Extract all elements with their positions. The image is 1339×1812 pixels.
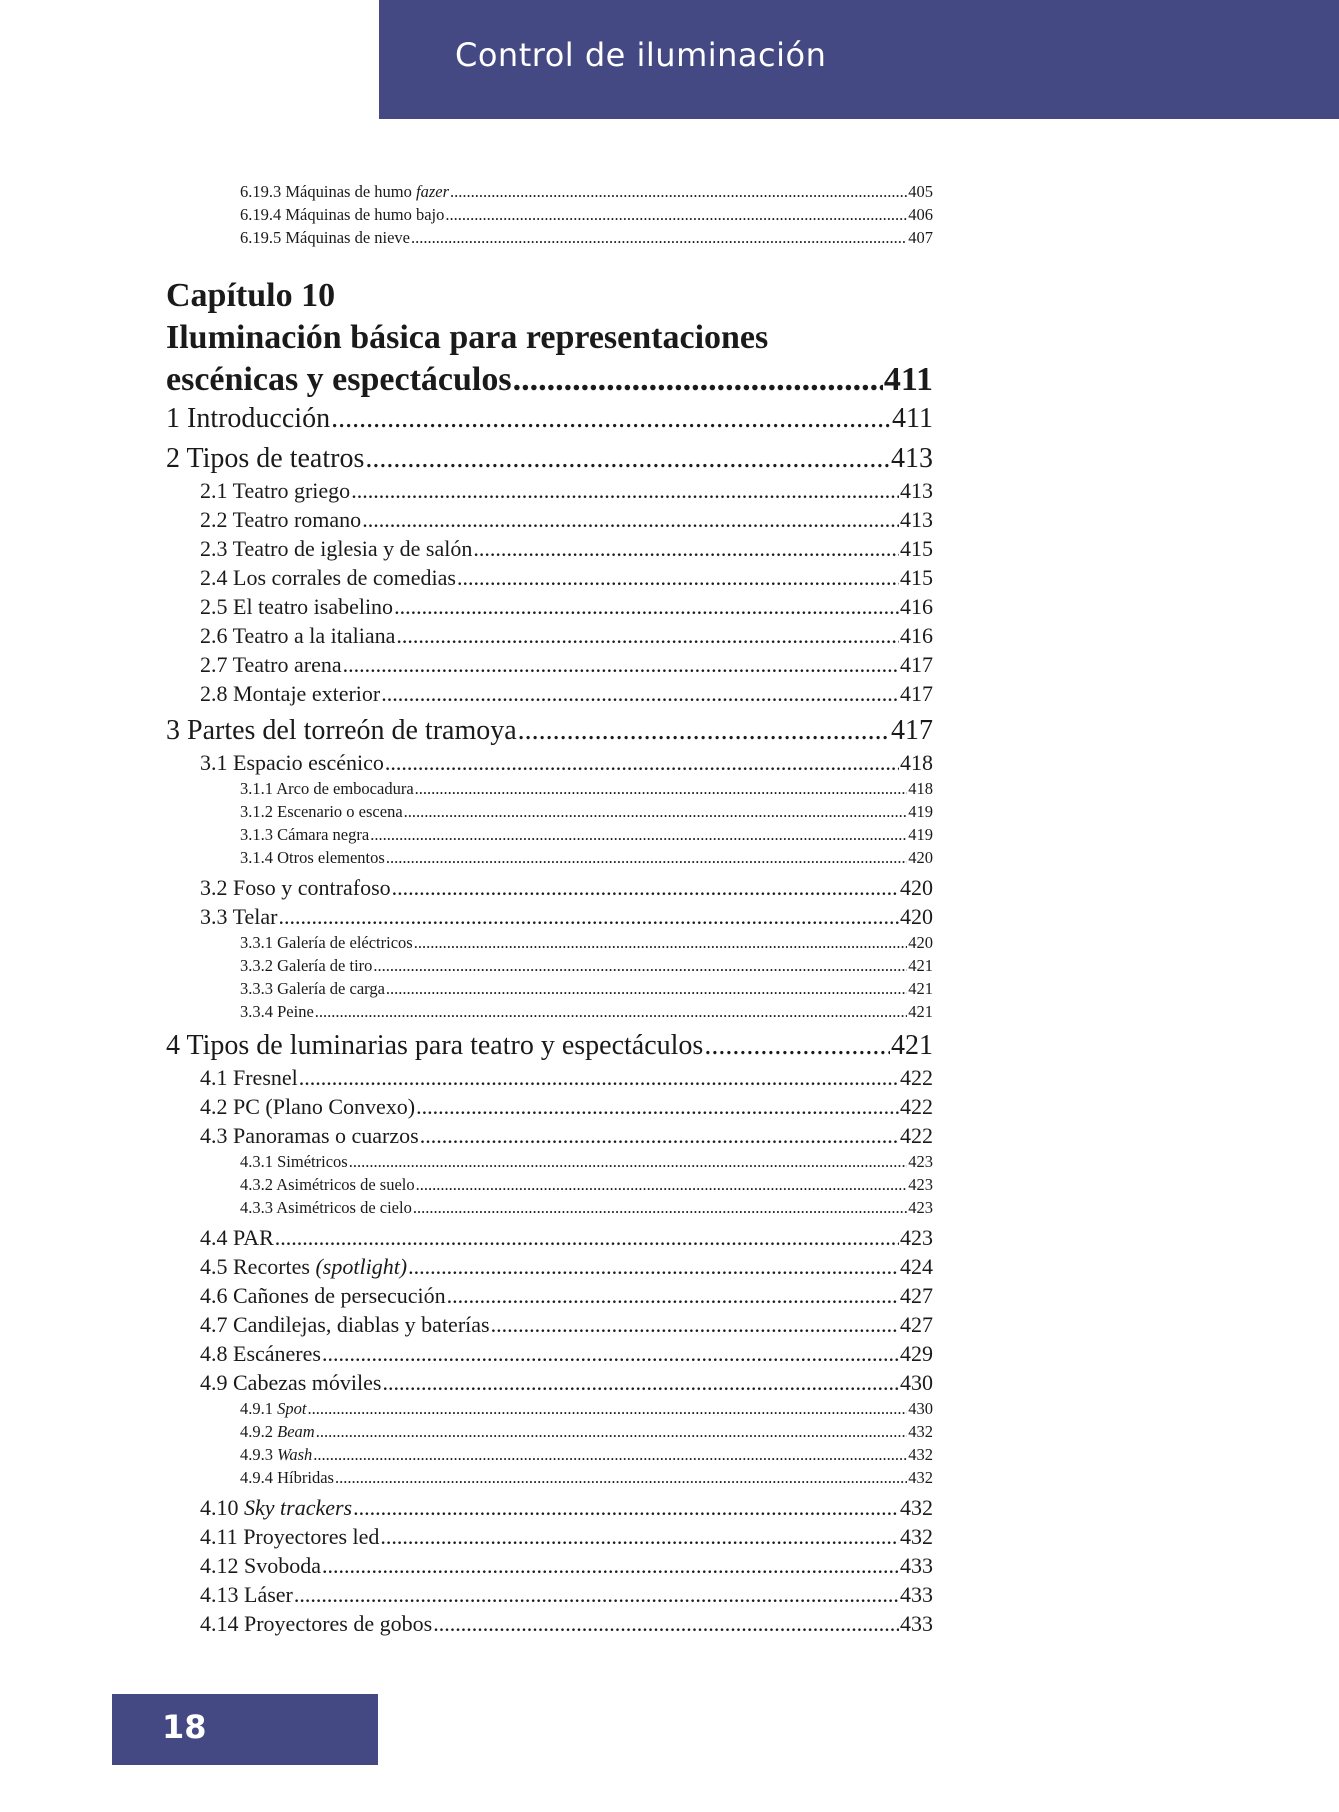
chapter-label: Capítulo 10 — [166, 277, 336, 314]
toc-entry[interactable] — [166, 1173, 933, 1196]
toc-entry-text: Introducción — [187, 403, 331, 434]
toc-entry-page: 413 — [900, 478, 933, 503]
toc-entry-title — [200, 748, 384, 777]
toc-entry-number: 3.1.3 — [240, 825, 273, 844]
toc-entry-text: Máquinas de humo bajo — [285, 205, 445, 224]
toc-entry-page: 421 — [908, 1002, 933, 1021]
toc-entry-number: 4.9.4 — [240, 1468, 273, 1487]
toc-entry-number: 2.5 — [200, 594, 228, 619]
toc-entry[interactable] — [166, 563, 933, 592]
toc-entry[interactable] — [166, 1310, 933, 1339]
toc-entry-number: 3 — [166, 715, 180, 746]
page-number-band — [112, 1694, 378, 1765]
toc-entry[interactable] — [166, 954, 933, 977]
toc-entry[interactable] — [166, 1000, 933, 1023]
toc-entry-title — [200, 1339, 321, 1368]
toc-entry-text: Teatro arena — [232, 652, 342, 677]
toc-top-block — [166, 180, 933, 249]
dot-leader — [381, 679, 899, 708]
toc-entry-number: 4.9 — [200, 1370, 228, 1395]
toc-entry-title — [200, 650, 342, 679]
toc-entry-number: 4.3.1 — [240, 1152, 273, 1171]
toc-entry-page: 417 — [900, 681, 933, 706]
dot-leader — [704, 1028, 890, 1063]
toc-entry[interactable] — [166, 1223, 933, 1252]
toc-entry-number: 4.3.3 — [240, 1198, 273, 1217]
toc-entry-text: Galería de eléctricos — [277, 933, 413, 952]
toc-entry-page: 422 — [900, 1094, 933, 1119]
toc-entry-text: PAR — [233, 1225, 274, 1250]
dot-leader — [513, 359, 883, 401]
toc-entry-number: 2.6 — [200, 623, 228, 648]
toc-entry[interactable] — [166, 777, 933, 800]
toc-entry-number: 2.2 — [200, 507, 228, 532]
toc-entry-number: 3.3.4 — [240, 1002, 273, 1021]
chapter-heading — [166, 275, 933, 401]
toc-entry-page: 407 — [908, 228, 933, 247]
toc-entry-page: 405 — [908, 182, 933, 201]
toc-entry-text: Asimétricos de suelo — [276, 1175, 415, 1194]
toc-entry-title — [200, 1063, 298, 1092]
toc-entry-title — [200, 1310, 490, 1339]
toc-entry-number: 4.12 — [200, 1553, 239, 1578]
toc-entry-text: PC (Plano Convexo) — [233, 1094, 416, 1119]
toc-entry-text-italic: (spotlight) — [315, 1254, 408, 1279]
toc-entry-number: 4.7 — [200, 1312, 228, 1337]
dot-leader — [315, 1000, 907, 1023]
toc-entry[interactable] — [166, 1368, 933, 1397]
toc-entry-text: Galería de tiro — [277, 956, 373, 975]
toc-entry-text: Espacio escénico — [233, 750, 384, 775]
dot-leader — [335, 1466, 907, 1489]
dot-leader — [382, 1368, 899, 1397]
toc-entry-page: 432 — [900, 1495, 933, 1520]
toc-entry-title — [166, 713, 517, 748]
toc-entry-page: 415 — [900, 536, 933, 561]
toc-entry[interactable] — [166, 1028, 933, 1063]
toc-entry-title — [200, 1223, 274, 1252]
toc-entry-title — [200, 1368, 381, 1397]
toc-entry-title — [200, 563, 456, 592]
toc-entry-title — [240, 954, 372, 977]
toc-entry[interactable] — [166, 800, 933, 823]
toc-entry-number: 4.9.2 — [240, 1422, 273, 1441]
dot-leader — [414, 931, 908, 954]
toc-entry-number: 4.6 — [200, 1283, 228, 1308]
toc-entry-page: 433 — [900, 1611, 933, 1636]
toc-entry-number: 4.9.1 — [240, 1399, 273, 1418]
toc-entry-page: 432 — [908, 1445, 933, 1464]
toc-entry-title — [200, 873, 391, 902]
dot-leader — [445, 203, 907, 226]
toc-entry-title — [200, 1609, 432, 1638]
toc-entry-page: 423 — [908, 1198, 933, 1217]
toc-entry-page: 418 — [900, 750, 933, 775]
dot-leader — [416, 1092, 899, 1121]
toc-entry-number: 4.3 — [200, 1123, 228, 1148]
toc-entry-text: Arco de embocadura — [276, 779, 414, 798]
toc-entry-page: 432 — [908, 1422, 933, 1441]
toc-entry-page: 429 — [900, 1341, 933, 1366]
toc-entry-number: 4.10 — [200, 1495, 239, 1520]
toc-entry-number: 2.4 — [200, 565, 228, 590]
toc-entry-title — [240, 1466, 334, 1489]
toc-entry[interactable] — [166, 505, 933, 534]
dot-leader — [278, 902, 899, 931]
toc-entry-text: Escenario o escena — [277, 802, 403, 821]
toc-entry[interactable] — [166, 476, 933, 505]
header-band — [379, 0, 1339, 119]
toc-entry[interactable] — [166, 1522, 933, 1551]
toc-entry-text: Montaje exterior — [233, 681, 381, 706]
toc-entry-number: 4.13 — [200, 1582, 239, 1607]
toc-entry-number: 3.1.2 — [240, 802, 273, 821]
toc-entry-title — [200, 1551, 321, 1580]
toc-entry-number: 6.19.3 — [240, 182, 282, 201]
dot-leader — [362, 505, 899, 534]
toc-entry-title — [240, 977, 385, 1000]
toc-entry-text: Proyectores de gobos — [244, 1611, 433, 1636]
dot-leader — [343, 650, 899, 679]
toc-entry-number: 3.3.2 — [240, 956, 273, 975]
toc-entry-page: 423 — [908, 1152, 933, 1171]
dot-leader — [447, 1281, 899, 1310]
toc-entry-text: Cabezas móviles — [233, 1370, 382, 1395]
toc-entry-text: Candilejas, diablas y baterías — [233, 1312, 490, 1337]
dot-leader — [370, 823, 907, 846]
toc-entry[interactable] — [166, 1339, 933, 1368]
toc-entry[interactable] — [166, 592, 933, 621]
toc-entry[interactable] — [166, 823, 933, 846]
toc-entry-text: Recortes — [233, 1254, 310, 1279]
toc-entry-title — [240, 180, 449, 203]
toc-entry-title — [240, 203, 444, 226]
toc-entry-text: Teatro griego — [232, 478, 351, 503]
page-number: 18 — [162, 1708, 207, 1746]
dot-leader — [353, 1493, 899, 1522]
toc-entry-text: Asimétricos de cielo — [276, 1198, 412, 1217]
toc-entry-text-italic: Wash — [277, 1445, 313, 1464]
toc-entry-number: 6.19.5 — [240, 228, 282, 247]
toc-entry-number: 2.7 — [200, 652, 228, 677]
toc-entry-title — [200, 902, 277, 931]
toc-entry[interactable] — [166, 534, 933, 563]
toc-entry[interactable] — [166, 1397, 933, 1420]
toc-entry-text: Otros elementos — [277, 848, 385, 867]
toc-entry-text: Teatro de iglesia y de salón — [232, 536, 473, 561]
dot-leader — [331, 401, 891, 436]
dot-leader — [450, 180, 907, 203]
toc-entry-number: 2.8 — [200, 681, 228, 706]
toc-entry-page: 433 — [900, 1553, 933, 1578]
dot-leader — [386, 846, 907, 869]
toc-entry-page: 417 — [900, 652, 933, 677]
toc-entry[interactable] — [166, 873, 933, 902]
toc-entry-title — [240, 1173, 415, 1196]
toc-entry-number: 4.4 — [200, 1225, 228, 1250]
toc-entry[interactable] — [166, 1092, 933, 1121]
toc-entry-page: 430 — [908, 1399, 933, 1418]
toc-entry-number: 2.1 — [200, 478, 228, 503]
toc-entry-page: 418 — [908, 779, 933, 798]
toc-entry-number: 3.3.3 — [240, 979, 273, 998]
toc-entry-number: 2 — [166, 443, 180, 474]
toc-sections — [166, 401, 933, 1638]
toc-entry-page: 413 — [900, 507, 933, 532]
dot-leader — [322, 1339, 899, 1368]
toc-entry-page: 420 — [908, 848, 933, 867]
toc-entry-page: 423 — [900, 1225, 933, 1250]
dot-leader — [457, 563, 899, 592]
dot-leader — [316, 1420, 908, 1443]
chapter-title-entry[interactable] — [166, 359, 933, 401]
toc-entry-number: 4.11 — [200, 1524, 238, 1549]
toc-entry-title — [200, 1281, 446, 1310]
toc-entry-title — [166, 1028, 703, 1063]
toc-entry-title — [200, 679, 380, 708]
toc-entry-page: 421 — [908, 956, 933, 975]
toc-entry-page: 406 — [908, 205, 933, 224]
toc-entry[interactable] — [166, 1063, 933, 1092]
toc-entry-text: Tipos de luminarias para teatro y espectáculos — [186, 1030, 704, 1061]
toc-entry-page: 432 — [900, 1524, 933, 1549]
toc-entry-text: Cañones de persecución — [233, 1283, 446, 1308]
dot-leader — [433, 1609, 899, 1638]
toc-entry-text: Peine — [277, 1002, 314, 1021]
dot-leader — [473, 534, 899, 563]
toc-entry-text: Telar — [232, 904, 278, 929]
toc-entry-number: 3.1.4 — [240, 848, 273, 867]
toc-entry-title — [166, 441, 364, 476]
toc-entry-number: 2.3 — [200, 536, 228, 561]
toc-entry-page: 420 — [908, 933, 933, 952]
toc-entry-number: 4.5 — [200, 1254, 228, 1279]
toc-entry[interactable] — [166, 1466, 933, 1489]
toc-entry-title — [200, 1493, 352, 1522]
toc-entry-page: 423 — [908, 1175, 933, 1194]
toc-entry-title — [240, 226, 410, 249]
toc-entry[interactable] — [166, 748, 933, 777]
toc-entry[interactable] — [166, 1443, 933, 1466]
toc-entry[interactable] — [166, 1121, 933, 1150]
dot-leader — [413, 1196, 907, 1219]
toc-entry-title — [240, 1150, 348, 1173]
toc-entry-page: 422 — [900, 1123, 933, 1148]
toc-entry[interactable] — [166, 1493, 933, 1522]
toc-entry[interactable] — [166, 1551, 933, 1580]
toc-entry-page: 427 — [900, 1312, 933, 1337]
toc-entry-page: 424 — [900, 1254, 933, 1279]
dot-leader — [396, 621, 899, 650]
dot-leader — [386, 977, 907, 1000]
toc-entry[interactable] — [166, 1252, 933, 1281]
toc-entry-text-italic: Spot — [277, 1399, 307, 1418]
toc-entry-page: 416 — [900, 623, 933, 648]
toc-entry-page: 420 — [900, 875, 933, 900]
toc-entry-title — [200, 476, 350, 505]
toc-entry-page: 433 — [900, 1582, 933, 1607]
chapter-title-line1: Iluminación básica para representaciones — [166, 319, 769, 356]
toc-entry-title — [200, 1121, 419, 1150]
dot-leader — [307, 1397, 907, 1420]
toc-entry-text: Escáneres — [233, 1341, 321, 1366]
toc-entry[interactable] — [166, 902, 933, 931]
toc-entry-text: Cámara negra — [277, 825, 370, 844]
toc-entry-text: Foso y contrafoso — [233, 875, 391, 900]
toc-entry-page: 421 — [908, 979, 933, 998]
toc-entry-title — [240, 1196, 412, 1219]
toc-entry[interactable] — [166, 203, 933, 226]
toc-entry-text: Tipos de teatros — [186, 443, 365, 474]
toc-entry[interactable] — [166, 441, 933, 476]
toc-entry-text: Teatro a la italiana — [232, 623, 396, 648]
toc-entry-number: 4.14 — [200, 1611, 239, 1636]
dot-leader — [322, 1551, 899, 1580]
chapter-page-number: 411 — [883, 361, 933, 398]
toc-entry-text: Galería de carga — [277, 979, 385, 998]
running-header-title: Control de iluminación — [455, 36, 827, 74]
dot-leader — [404, 800, 908, 823]
toc-entry[interactable] — [166, 1609, 933, 1638]
dot-leader — [415, 777, 908, 800]
dot-leader — [491, 1310, 899, 1339]
toc-entry[interactable] — [166, 713, 933, 748]
toc-entry-text: El teatro isabelino — [233, 594, 394, 619]
toc-entry-number: 3.3 — [200, 904, 228, 929]
toc-entry-page: 419 — [908, 825, 933, 844]
toc-entry[interactable] — [166, 401, 933, 436]
toc-entry-page: 430 — [900, 1370, 933, 1395]
dot-leader — [420, 1121, 899, 1150]
toc-entry-title — [240, 1443, 312, 1466]
toc-entry-text: Proyectores led — [243, 1524, 380, 1549]
dot-leader — [351, 476, 899, 505]
toc-entry-text: Máquinas de humo — [285, 182, 412, 201]
toc-entry-page: 420 — [900, 904, 933, 929]
dot-leader — [299, 1063, 899, 1092]
toc-entry-number: 4.1 — [200, 1065, 228, 1090]
toc-entry[interactable] — [166, 650, 933, 679]
toc-entry-page: 427 — [900, 1283, 933, 1308]
toc-entry[interactable] — [166, 679, 933, 708]
toc-entry-page: 419 — [908, 802, 933, 821]
toc-entry-title — [240, 1000, 314, 1023]
toc-entry-title — [200, 1252, 407, 1281]
dot-leader — [380, 1522, 899, 1551]
toc-entry[interactable] — [166, 180, 933, 203]
toc-entry-number: 4.3.2 — [240, 1175, 273, 1194]
toc-entry-text: Simétricos — [277, 1152, 348, 1171]
toc-entry[interactable] — [166, 1196, 933, 1219]
toc-entry-title — [200, 592, 393, 621]
dot-leader — [385, 748, 899, 777]
toc-entry-text: Los corrales de comedias — [233, 565, 456, 590]
toc-entry[interactable] — [166, 977, 933, 1000]
toc-entry-title — [200, 534, 472, 563]
toc-entry-number: 6.19.4 — [240, 205, 282, 224]
toc-entry-text: Panoramas o cuarzos — [233, 1123, 419, 1148]
toc-entry-title — [240, 800, 403, 823]
dot-leader — [275, 1223, 899, 1252]
toc-entry-page: 432 — [908, 1468, 933, 1487]
toc-entry-title — [200, 1580, 293, 1609]
toc-entry-page: 415 — [900, 565, 933, 590]
toc-entry-number: 3.1.1 — [240, 779, 273, 798]
dot-leader — [518, 713, 890, 748]
table-of-contents — [166, 180, 933, 1638]
toc-entry-page: 411 — [892, 403, 933, 434]
toc-entry-title — [240, 777, 414, 800]
toc-entry-text-italic: Sky trackers — [244, 1495, 353, 1520]
dot-leader — [411, 226, 907, 249]
dot-leader — [408, 1252, 899, 1281]
dot-leader — [394, 592, 899, 621]
toc-entry[interactable] — [166, 226, 933, 249]
toc-entry-page: 422 — [900, 1065, 933, 1090]
toc-entry[interactable] — [166, 1580, 933, 1609]
dot-leader — [313, 1443, 907, 1466]
dot-leader — [373, 954, 907, 977]
toc-entry-title — [200, 1092, 415, 1121]
toc-entry-title — [166, 401, 330, 436]
toc-entry[interactable] — [166, 621, 933, 650]
dot-leader — [349, 1150, 908, 1173]
toc-entry-text: Teatro romano — [232, 507, 362, 532]
toc-entry-text: Láser — [244, 1582, 293, 1607]
toc-entry-title — [200, 621, 395, 650]
dot-leader — [392, 873, 899, 902]
chapter-title-line2: escénicas y espectáculos — [166, 361, 512, 398]
toc-entry-number: 4 — [166, 1030, 180, 1061]
toc-entry-number: 1 — [166, 403, 180, 434]
toc-entry-title — [200, 1522, 379, 1551]
toc-entry-text: Fresnel — [233, 1065, 298, 1090]
toc-entry-page: 417 — [891, 715, 933, 746]
toc-entry-title — [200, 505, 361, 534]
toc-entry-title — [240, 931, 413, 954]
dot-leader — [416, 1173, 908, 1196]
toc-entry[interactable] — [166, 1420, 933, 1443]
toc-entry-text-italic: fazer — [415, 182, 449, 201]
toc-entry-text: Máquinas de nieve — [285, 228, 411, 247]
toc-entry-page: 416 — [900, 594, 933, 619]
toc-entry-text-italic: Beam — [277, 1422, 315, 1441]
toc-entry-title — [240, 846, 385, 869]
toc-entry-number: 4.9.3 — [240, 1445, 273, 1464]
toc-entry[interactable] — [166, 1281, 933, 1310]
toc-entry-number: 3.1 — [200, 750, 228, 775]
toc-entry-title — [240, 1420, 315, 1443]
dot-leader — [365, 441, 890, 476]
toc-entry-page: 413 — [891, 443, 933, 474]
toc-entry-title — [240, 823, 369, 846]
toc-entry-number: 3.2 — [200, 875, 228, 900]
toc-entry-page: 421 — [891, 1030, 933, 1061]
toc-entry-text: Svoboda — [244, 1553, 321, 1578]
toc-entry-text: Partes del torreón de tramoya — [187, 715, 517, 746]
toc-entry[interactable] — [166, 931, 933, 954]
toc-entry-number: 4.8 — [200, 1341, 228, 1366]
dot-leader — [294, 1580, 899, 1609]
toc-entry[interactable] — [166, 846, 933, 869]
toc-entry[interactable] — [166, 1150, 933, 1173]
toc-entry-text: Híbridas — [277, 1468, 334, 1487]
toc-entry-title — [240, 1397, 306, 1420]
toc-entry-number: 3.3.1 — [240, 933, 273, 952]
toc-entry-number: 4.2 — [200, 1094, 228, 1119]
